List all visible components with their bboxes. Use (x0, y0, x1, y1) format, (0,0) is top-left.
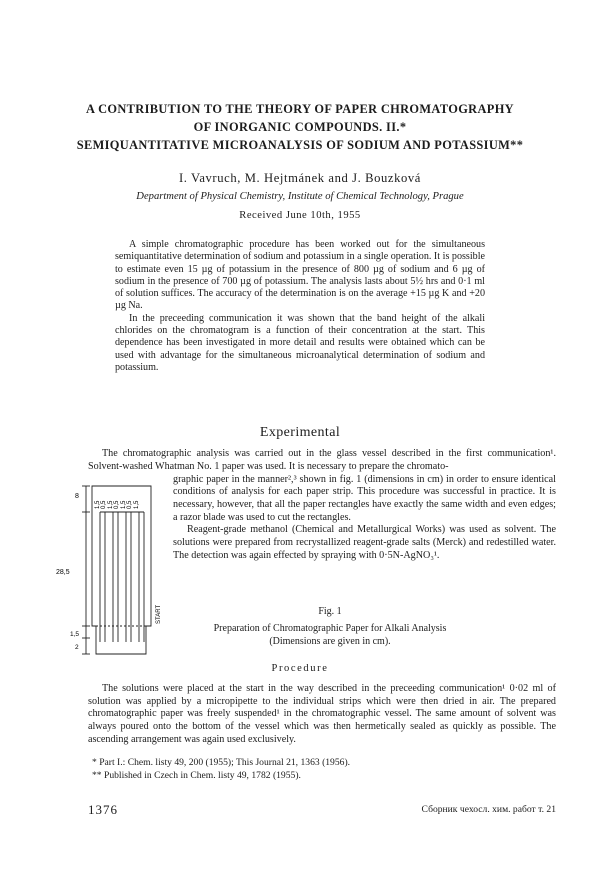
dim-top: 8 (75, 493, 79, 500)
figure-caption-line-2: (Dimensions are given in cm). (269, 636, 391, 647)
footnote-1: * Part I.: Chem. listy 49, 200 (1955); This Journal 21, 1363 (1956). (92, 757, 351, 768)
received-date: Received June 10th, 1955 (239, 210, 361, 221)
experimental-text-full: The chromatographic analysis was carried out in the glass vessel described in the first communication¹. Solvent-washed Whatman No. 1 paper was used. It is necessary to prepare the chromato- (88, 448, 556, 472)
dim-bottom-a: 1,5 (70, 631, 80, 638)
procedure-heading: Procedure (271, 663, 329, 674)
strip-width-4: 0,5 (114, 500, 120, 509)
procedure-section (88, 683, 556, 747)
authors: I. Vavruch, M. Hejtmánek and J. Bouzková (178, 171, 421, 185)
figure-caption-line-1: Preparation of Chromatographic Paper for Alkali Analysis (213, 623, 447, 634)
affiliation: Department of Physical Chemistry, Institute of Chemical Technology, Prague (136, 191, 464, 202)
journal-name: Сборник чехосл. хим. работ т. 21 (421, 804, 556, 815)
footnote-2: ** Published in Czech in Chem. listy 49, 1782 (1955). (92, 770, 301, 781)
figure-label: Fig. 1 (318, 606, 342, 617)
experimental-paragraph-2: Reagent-grade methanol (Chemical and Metallurgical Works) was used as solvent. The solutions were prepared from recrystallized reagent-grade salts (Merck) and redestilled water. The detection was again effected by spraying with 0·5N-AgNO₃¹. (173, 524, 556, 561)
experimental-wrapped-text (173, 474, 556, 563)
strip-width-6: 0,5 (127, 500, 133, 509)
experimental-text-wrap: graphic paper in the manner²,³ shown in fig. 1 (dimensions in cm) in order to ensure identical conditions of analysis for each paper strip. This procedure was successful in practice. It is necessary, however, that all the paper rectangles have exactly the same width and even edges; a razor blade was used to cut the rectangles. (173, 473, 556, 523)
procedure-paragraph: The solutions were placed at the start in the way described in the preceeding communication¹ 0·02 ml of solution was applied by a micropipette to the individual strips which were then dried in air. The prepared chromatographic paper was freely suspended¹ in the chromatographic vessel. The same amount of solvent was always poured onto the bottom of the vessel which was then hermetically sealed as quickly as possible. The ascending arrangement was again used exclusively. (88, 683, 556, 745)
dim-middle: 28,5 (56, 569, 70, 576)
title-line-2: OF INORGANIC COMPOUNDS. II.* (193, 120, 407, 134)
figure-1-diagram (56, 478, 168, 656)
strip-width-2: 0,5 (101, 500, 107, 509)
strip-width-7: 1,5 (134, 500, 140, 509)
dim-bottom-b: 2 (75, 644, 79, 651)
strip-width-3: 1,5 (108, 500, 114, 509)
abstract (115, 239, 485, 374)
strip-width-1: 1,5 (95, 500, 101, 509)
start-label: START (156, 604, 162, 624)
paper-outline (92, 486, 151, 654)
title-line-1: A CONTRIBUTION TO THE THEORY OF PAPER CHROMATOGRAPHY (86, 102, 514, 116)
abstract-paragraph-2: In the preceeding communication it was shown that the band height of the alkali chlorides on the chromatogram is a function of their concentration at the start. This dependence has been investigated in more detail and results were obtained which can be used with advantage for the simultaneous microanalytical determination of sodium and potassium. (115, 312, 485, 373)
page-number: 1376 (88, 802, 118, 817)
abstract-paragraph-1: A simple chromatographic procedure has been worked out for the simultaneous semiquantitative determination of sodium and potassium in a single operation. It is possible to estimate even 15 µg of potassium in the presence of 800 µg of sodium and 6 µg of sodium in the presence of 700 µg of potassium. The analysis lasts about 5½ hrs and 0·1 ml of solution suffices. The accuracy of the determination is on the average +15 µg K and +20 µg Na. (115, 239, 485, 312)
experimental-paragraph-1-start (88, 448, 556, 473)
experimental-heading: Experimental (259, 425, 341, 440)
title-line-3: SEMIQUANTITATIVE MICROANALYSIS OF SODIUM AND POTASSIUM** (76, 138, 524, 152)
strip-width-5: 1,5 (121, 500, 127, 509)
